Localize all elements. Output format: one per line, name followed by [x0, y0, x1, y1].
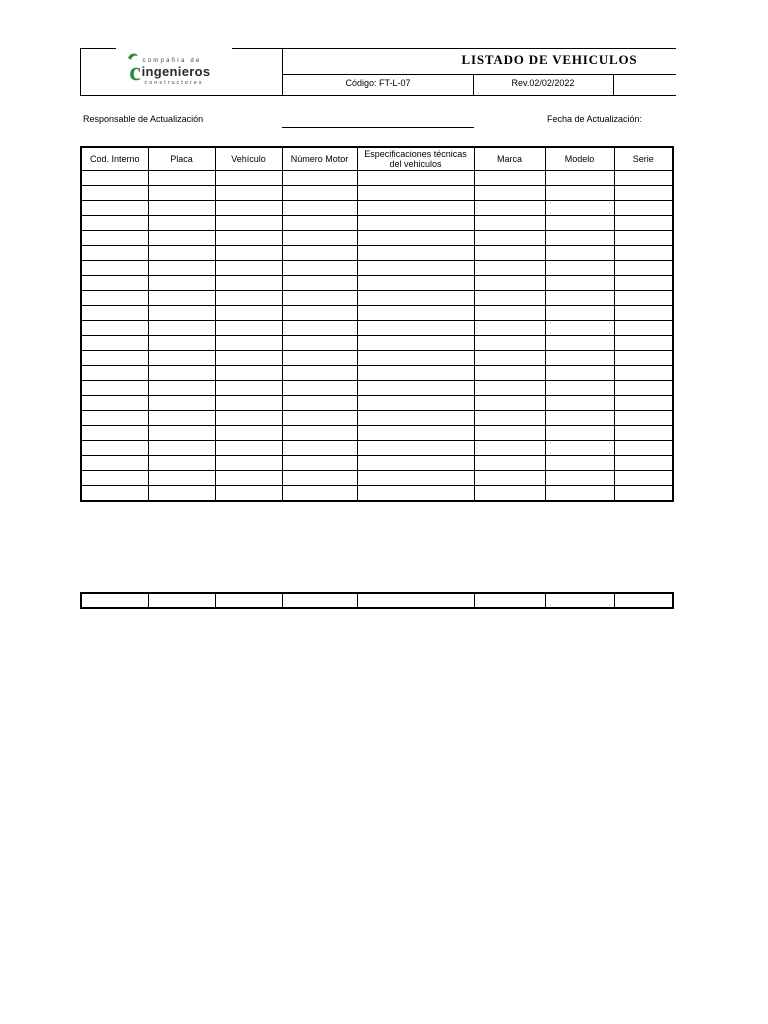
table-row	[81, 411, 673, 426]
table-cell[interactable]	[282, 486, 357, 502]
table-cell[interactable]	[545, 321, 614, 336]
table-cell[interactable]	[357, 171, 474, 186]
table-cell[interactable]	[357, 276, 474, 291]
table-cell[interactable]	[614, 366, 673, 381]
table-cell[interactable]	[81, 261, 148, 276]
table-cell[interactable]	[357, 261, 474, 276]
table-cell[interactable]	[215, 396, 282, 411]
table-row	[81, 456, 673, 471]
table-cell[interactable]	[614, 291, 673, 306]
header-info-block	[282, 48, 676, 96]
table-cell[interactable]	[282, 246, 357, 261]
table-row	[81, 351, 673, 366]
table-row	[81, 291, 673, 306]
table-cell[interactable]	[282, 411, 357, 426]
table-cell[interactable]	[81, 201, 148, 216]
table-cell[interactable]	[282, 396, 357, 411]
table-cell[interactable]	[614, 246, 673, 261]
table-cell[interactable]	[148, 441, 215, 456]
table-cell[interactable]	[282, 381, 357, 396]
table-cell[interactable]	[357, 201, 474, 216]
table-cell[interactable]	[614, 351, 673, 366]
table-cell[interactable]	[81, 441, 148, 456]
logo-bottom-text: constructores	[144, 80, 204, 86]
table-cell[interactable]	[545, 456, 614, 471]
table-row	[81, 306, 673, 321]
table-cell[interactable]	[148, 321, 215, 336]
table-cell[interactable]	[282, 471, 357, 486]
table-cell[interactable]	[545, 216, 614, 231]
table-cell[interactable]	[215, 291, 282, 306]
table-cell[interactable]	[545, 426, 614, 441]
document-title: LISTADO DE VEHICULOS	[461, 52, 638, 67]
table-row	[81, 486, 673, 502]
table-cell[interactable]	[614, 396, 673, 411]
table-cell[interactable]	[545, 276, 614, 291]
table-cell[interactable]	[282, 186, 357, 201]
table-cell[interactable]	[614, 276, 673, 291]
table-cell[interactable]	[81, 171, 148, 186]
table-cell[interactable]	[474, 381, 545, 396]
table-cell[interactable]	[148, 396, 215, 411]
table-cell[interactable]	[545, 593, 614, 608]
column-header-serie: Serie	[614, 147, 673, 171]
header-border	[80, 95, 282, 96]
table-cell[interactable]	[215, 171, 282, 186]
table-cell[interactable]	[357, 306, 474, 321]
header-border	[232, 48, 282, 49]
logo-main-text: ingenieros	[141, 64, 211, 79]
table-cell[interactable]	[614, 171, 673, 186]
document-code: Código: FT-L-07	[345, 78, 411, 88]
table-cell[interactable]	[474, 186, 545, 201]
table-cell[interactable]	[148, 411, 215, 426]
table-cell[interactable]	[282, 366, 357, 381]
table-cell[interactable]	[357, 411, 474, 426]
table-cell[interactable]	[282, 321, 357, 336]
table-cell[interactable]	[357, 441, 474, 456]
table-cell[interactable]	[357, 291, 474, 306]
table-cell[interactable]	[81, 396, 148, 411]
table-cell[interactable]	[545, 336, 614, 351]
document-revision: Rev.02/02/2022	[511, 78, 575, 88]
table-row	[81, 216, 673, 231]
table-cell[interactable]	[148, 426, 215, 441]
column-header-placa: Placa	[148, 147, 215, 171]
table-cell[interactable]	[282, 276, 357, 291]
table-row	[81, 336, 673, 351]
table-cell[interactable]	[545, 441, 614, 456]
table-cell[interactable]	[614, 216, 673, 231]
table-cell[interactable]	[614, 456, 673, 471]
responsable-label: Responsable de Actualización	[83, 114, 204, 124]
table-cell[interactable]	[614, 381, 673, 396]
table-cell[interactable]	[81, 411, 148, 426]
table-cell[interactable]	[282, 171, 357, 186]
table-cell[interactable]	[545, 246, 614, 261]
table-cell[interactable]	[357, 593, 474, 608]
table-cell[interactable]	[474, 456, 545, 471]
table-cell[interactable]	[215, 426, 282, 441]
table-cell[interactable]	[148, 171, 215, 186]
table-cell[interactable]	[545, 381, 614, 396]
column-header-cod-interno: Cod. Interno	[81, 147, 148, 171]
table-cell[interactable]	[81, 276, 148, 291]
table-row	[81, 186, 673, 201]
table-cell[interactable]	[148, 186, 215, 201]
table-row	[81, 261, 673, 276]
table-cell[interactable]	[614, 593, 673, 608]
table-row	[81, 321, 673, 336]
table-cell[interactable]	[148, 306, 215, 321]
table-cell[interactable]	[215, 441, 282, 456]
table-cell[interactable]	[474, 171, 545, 186]
table-cell[interactable]	[81, 456, 148, 471]
table-cell[interactable]	[148, 486, 215, 502]
company-logo	[116, 50, 232, 90]
column-header-numero-motor: Número Motor	[282, 147, 357, 171]
table-header-row	[81, 147, 673, 171]
table-cell[interactable]	[474, 471, 545, 486]
table-cell[interactable]	[148, 471, 215, 486]
table-cell[interactable]	[474, 231, 545, 246]
table-cell[interactable]	[81, 351, 148, 366]
table-row	[81, 426, 673, 441]
table-cell[interactable]	[474, 321, 545, 336]
table-cell[interactable]	[545, 231, 614, 246]
table-row	[81, 471, 673, 486]
table-cell[interactable]	[357, 471, 474, 486]
table-cell[interactable]	[148, 276, 215, 291]
table-cell[interactable]	[81, 593, 148, 608]
table-cell[interactable]	[282, 216, 357, 231]
table-cell[interactable]	[614, 426, 673, 441]
table-cell[interactable]	[357, 396, 474, 411]
table-cell[interactable]	[81, 186, 148, 201]
table-cell[interactable]	[148, 216, 215, 231]
column-header-modelo: Modelo	[545, 147, 614, 171]
table-cell[interactable]	[148, 351, 215, 366]
table-cell[interactable]	[282, 336, 357, 351]
table-cell[interactable]	[282, 231, 357, 246]
table-cell[interactable]	[215, 186, 282, 201]
table-cell[interactable]	[282, 441, 357, 456]
table-cell[interactable]	[474, 306, 545, 321]
table-row	[81, 246, 673, 261]
table-cell[interactable]	[81, 321, 148, 336]
table-cell[interactable]	[545, 366, 614, 381]
table-cell[interactable]	[215, 351, 282, 366]
column-header-marca: Marca	[474, 147, 545, 171]
table-cell[interactable]	[614, 486, 673, 502]
table-row	[81, 231, 673, 246]
document-header	[80, 48, 675, 96]
logo-initial: c	[129, 57, 141, 86]
table-cell[interactable]	[282, 201, 357, 216]
table-cell[interactable]	[474, 486, 545, 502]
table-cell[interactable]	[282, 261, 357, 276]
table-cell[interactable]	[81, 426, 148, 441]
table-cell[interactable]	[614, 231, 673, 246]
table-cell[interactable]	[215, 246, 282, 261]
table-cell[interactable]	[474, 336, 545, 351]
table-cell[interactable]	[215, 381, 282, 396]
table-cell[interactable]	[545, 171, 614, 186]
table-cell[interactable]	[474, 201, 545, 216]
table-cell[interactable]	[545, 486, 614, 502]
table-cell[interactable]	[357, 246, 474, 261]
table-cell[interactable]	[614, 201, 673, 216]
table-cell[interactable]	[357, 366, 474, 381]
table-cell[interactable]	[148, 593, 215, 608]
table-row	[81, 276, 673, 291]
table-row	[81, 593, 673, 608]
table-cell[interactable]	[545, 411, 614, 426]
table-cell[interactable]	[81, 471, 148, 486]
header-border	[80, 48, 81, 96]
table-cell[interactable]	[81, 291, 148, 306]
table-cell[interactable]	[81, 366, 148, 381]
table-cell[interactable]	[148, 201, 215, 216]
table-cell[interactable]	[148, 291, 215, 306]
vehicles-summary-table	[80, 592, 674, 609]
logo-top-text: compañía de	[142, 58, 202, 64]
table-cell[interactable]	[545, 351, 614, 366]
table-cell[interactable]	[474, 291, 545, 306]
table-cell[interactable]	[215, 366, 282, 381]
table-cell[interactable]	[357, 486, 474, 502]
table-cell[interactable]	[545, 201, 614, 216]
table-cell[interactable]	[81, 381, 148, 396]
table-cell[interactable]	[474, 593, 545, 608]
table-cell[interactable]	[282, 351, 357, 366]
table-cell[interactable]	[545, 186, 614, 201]
table-cell[interactable]	[357, 381, 474, 396]
table-row	[81, 201, 673, 216]
table-cell[interactable]	[282, 593, 357, 608]
table-cell[interactable]	[81, 231, 148, 246]
table-cell[interactable]	[282, 426, 357, 441]
table-cell[interactable]	[215, 471, 282, 486]
table-cell[interactable]	[148, 261, 215, 276]
table-cell[interactable]	[148, 456, 215, 471]
column-header-vehiculo: Vehículo	[215, 147, 282, 171]
table-cell[interactable]	[148, 231, 215, 246]
table-cell[interactable]	[614, 186, 673, 201]
table-cell[interactable]	[614, 336, 673, 351]
table-cell[interactable]	[148, 246, 215, 261]
table-cell[interactable]	[474, 426, 545, 441]
table-cell[interactable]	[614, 441, 673, 456]
table-cell[interactable]	[474, 411, 545, 426]
table-cell[interactable]	[215, 306, 282, 321]
table-cell[interactable]	[474, 261, 545, 276]
table-cell[interactable]	[614, 261, 673, 276]
table-cell[interactable]	[474, 366, 545, 381]
table-cell[interactable]	[614, 471, 673, 486]
table-cell[interactable]	[474, 246, 545, 261]
table-cell[interactable]	[357, 216, 474, 231]
table-cell[interactable]	[545, 306, 614, 321]
table-cell[interactable]	[474, 351, 545, 366]
table-cell[interactable]	[545, 261, 614, 276]
table-cell[interactable]	[215, 336, 282, 351]
fecha-label: Fecha de Actualización:	[547, 114, 643, 124]
column-header-especificaciones: Especificaciones técnicas del vehiculos	[357, 147, 474, 171]
table-cell[interactable]	[215, 321, 282, 336]
table-cell[interactable]	[614, 411, 673, 426]
table-cell[interactable]	[215, 231, 282, 246]
table-row	[81, 171, 673, 186]
table-cell[interactable]	[614, 321, 673, 336]
table-cell[interactable]	[474, 216, 545, 231]
table-cell[interactable]	[81, 336, 148, 351]
table-cell[interactable]	[215, 261, 282, 276]
responsable-field[interactable]	[282, 127, 474, 128]
table-cell[interactable]	[81, 246, 148, 261]
table-cell[interactable]	[148, 366, 215, 381]
table-cell[interactable]	[545, 471, 614, 486]
table-cell[interactable]	[357, 336, 474, 351]
table-row	[81, 381, 673, 396]
table-cell[interactable]	[282, 456, 357, 471]
table-cell[interactable]	[357, 186, 474, 201]
table-cell[interactable]	[81, 306, 148, 321]
header-border	[80, 48, 116, 49]
table-cell[interactable]	[357, 456, 474, 471]
table-cell[interactable]	[282, 291, 357, 306]
table-cell[interactable]	[357, 426, 474, 441]
table-cell[interactable]	[215, 456, 282, 471]
table-cell[interactable]	[474, 441, 545, 456]
table-cell[interactable]	[148, 381, 215, 396]
table-cell[interactable]	[215, 411, 282, 426]
table-row	[81, 396, 673, 411]
table-cell[interactable]	[357, 321, 474, 336]
table-cell[interactable]	[148, 336, 215, 351]
table-cell[interactable]	[215, 201, 282, 216]
vehicles-table	[80, 146, 674, 502]
table-cell[interactable]	[357, 351, 474, 366]
table-cell[interactable]	[215, 486, 282, 502]
table-cell[interactable]	[545, 291, 614, 306]
table-cell[interactable]	[282, 306, 357, 321]
table-row	[81, 441, 673, 456]
table-cell[interactable]	[215, 276, 282, 291]
table-cell[interactable]	[545, 396, 614, 411]
table-cell[interactable]	[215, 216, 282, 231]
table-cell[interactable]	[357, 231, 474, 246]
table-cell[interactable]	[474, 276, 545, 291]
table-cell[interactable]	[81, 486, 148, 502]
table-cell[interactable]	[215, 593, 282, 608]
table-cell[interactable]	[474, 396, 545, 411]
table-row	[81, 366, 673, 381]
table-cell[interactable]	[614, 306, 673, 321]
table-cell[interactable]	[81, 216, 148, 231]
